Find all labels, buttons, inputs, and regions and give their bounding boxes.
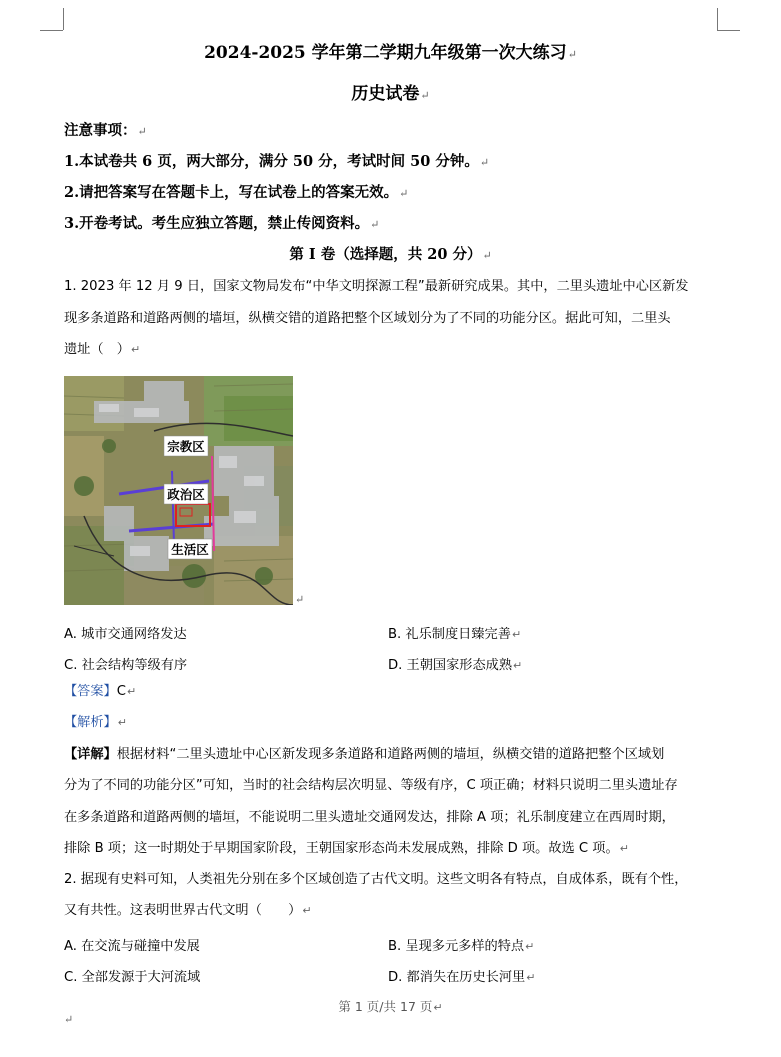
map-label-living: 生活区 xyxy=(171,542,209,557)
answer-line: 【答案】C↵ xyxy=(64,684,137,699)
map-label-religion: 宗教区 xyxy=(167,439,205,454)
question-2-line: 又有共性。这表明世界古代文明（ ）↵ xyxy=(64,903,312,918)
option-c: C. 全部发源于大河流域 xyxy=(64,970,201,985)
map-label-politics: 政治区 xyxy=(167,487,205,502)
option-a: A. 城市交通网络发达 xyxy=(64,627,187,642)
analysis-line: 【解析】↵ xyxy=(64,715,127,730)
exam-title: 2024-2025 学年第二学期九年级第一次大练习↵ xyxy=(204,43,577,63)
option-d: D. 都消失在历史长河里↵ xyxy=(388,970,536,985)
option-c: C. 社会结构等级有序 xyxy=(64,658,188,673)
detail-line: 【详解】根据材料“二里头遗址中心区新发现多条道路和道路两侧的墙垣，纵横交错的道路把整个区域划 xyxy=(64,747,665,762)
option-a: A. 在交流与碰撞中发展 xyxy=(64,939,200,954)
option-b: B. 礼乐制度日臻完善↵ xyxy=(388,627,522,642)
page-footer: 第 1 页/共 17 页↵ xyxy=(338,999,443,1014)
crop-mark-top-right xyxy=(717,30,740,31)
crop-mark-top-right xyxy=(717,8,718,30)
answer-value: C xyxy=(116,684,126,699)
question-2-line: 2. 据现有史料可知，人类祖先分别在多个区域创造了古代文明。这些文明各有特点，自成体系，既有个性， xyxy=(64,872,688,887)
detail-tag: 【详解】 xyxy=(64,747,117,762)
crop-mark-top-left xyxy=(40,30,63,31)
notice-item: 1.本试卷共 6 页，两大部分，满分 50 分，考试时间 50 分钟。↵ xyxy=(64,153,490,170)
erlitou-satellite-map xyxy=(64,376,293,605)
detail-line: 在多条道路和道路两侧的墙垣，不能说明二里头遗址交通网发达，排除 A 项；礼乐制度建立在西周时期， xyxy=(64,810,675,825)
paragraph-mark: ↵ xyxy=(64,1013,74,1026)
notice-item: 3.开卷考试。考生应独立答题，禁止传阅资料。↵ xyxy=(64,215,380,232)
question-1-line: 遗址（ ）↵ xyxy=(64,342,141,357)
notice-item: 2.请把答案写在答题卡上，写在试卷上的答案无效。↵ xyxy=(64,184,409,201)
crop-mark-top-left xyxy=(63,8,64,30)
paragraph-mark: ↵ xyxy=(295,593,305,606)
detail-line: 排除 B 项；这一时期处于早期国家阶段，王朝国家形态尚未发展成熟，排除 D 项。故选 C 项。↵ xyxy=(64,841,629,856)
question-1-line: 现多条道路和道路两侧的墙垣，纵横交错的道路把整个区域划分为了不同的功能分区。据此可知，二里头 xyxy=(64,311,671,326)
option-d: D. 王朝国家形态成熟↵ xyxy=(388,658,523,673)
detail-line: 分为了不同的功能分区”可知，当时的社会结构层次明显、等级有序，C 项正确；材料只说明二里头遗址存 xyxy=(64,778,678,793)
option-b: B. 呈现多元多样的特点↵ xyxy=(388,939,535,954)
notice-heading: 注意事项：↵ xyxy=(64,122,147,139)
exam-subtitle: 历史试卷↵ xyxy=(351,84,430,104)
question-1-line: 1. 2023 年 12 月 9 日，国家文物局发布“中华文明探源工程”最新研究成果。其中，二里头遗址中心区新发 xyxy=(64,279,689,294)
section-title: 第 I 卷（选择题，共 20 分）↵ xyxy=(289,246,492,263)
analysis-tag: 【解析】 xyxy=(64,715,117,730)
answer-tag: 【答案】 xyxy=(64,684,117,699)
